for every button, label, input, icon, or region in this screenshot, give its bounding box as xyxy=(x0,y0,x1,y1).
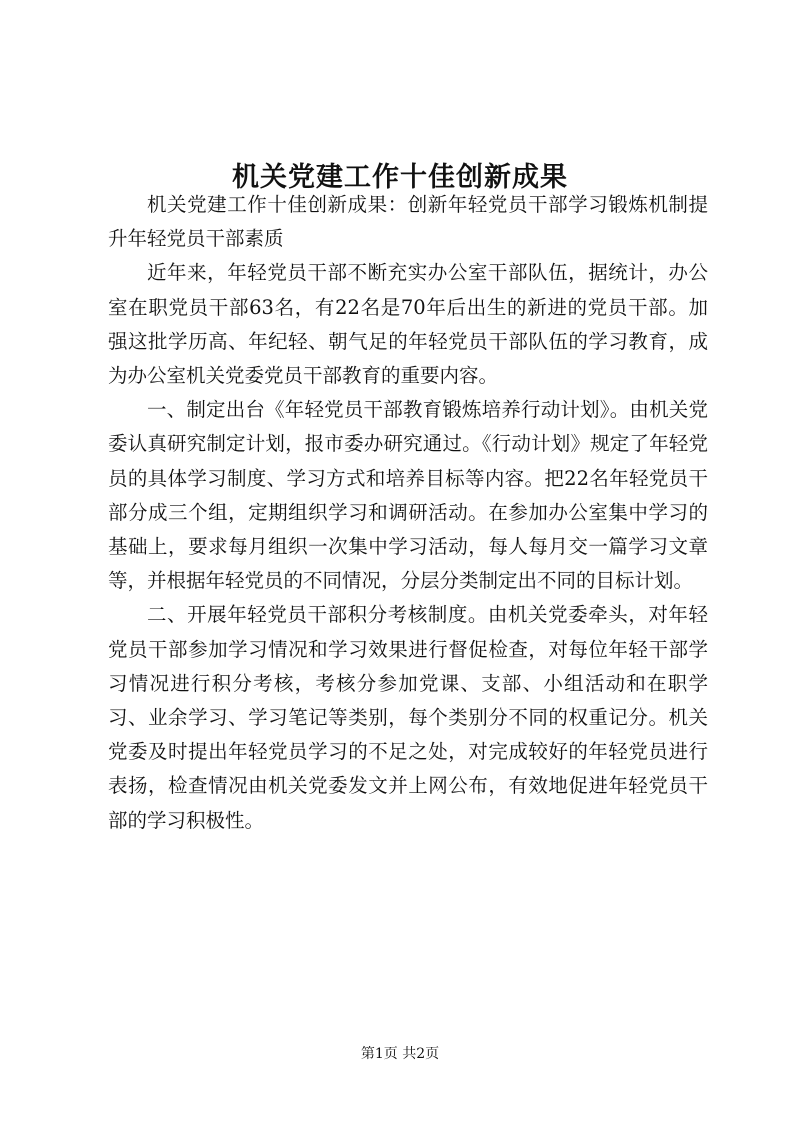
paragraph-section-two: 二、开展年轻党员干部积分考核制度。由机关党委牵头，对年轻党员干部参加学习情况和学习效果进行督促检查，对每位年轻干部学习情况进行积分考核，考核分参加党课、支部、小组活动和在职学习、业余学习、学习笔记等类别，每个类别分不同的权重记分。机关党委及时提出年轻党员学习的不足之处，对完成较好的年轻党员进行表扬，检查情况由机关党委发文并上网公布，有效地促进年轻党员干部的学习积极性。 xyxy=(108,603,708,832)
page-number-footer: 第1页 共2页 xyxy=(360,1046,440,1062)
paragraph-intro: 近年来，年轻党员干部不断充实办公室干部队伍，据统计，办公室在职党员干部63名，有22名是70年后出生的新进的党员干部。加强这批学历高、年纪轻、朝气足的年轻党员干部队伍的学习教育，成为办公室机关党委党员干部教育的重要内容。 xyxy=(108,261,708,388)
document-title: 机关党建工作十佳创新成果 xyxy=(232,162,568,194)
paragraph-subtitle: 机关党建工作十佳创新成果：创新年轻党员干部学习锻炼机制提升年轻党员干部素质 xyxy=(108,193,708,251)
document-body xyxy=(108,188,708,838)
paragraph-section-one: 一、制定出台《年轻党员干部教育锻炼培养行动计划》。由机关党委认真研究制定计划，报市委办研究通过。《行动计划》规定了年轻党员的具体学习制度、学习方式和培养目标等内容。把22名年轻党员干部分成三个组，定期组织学习和调研活动。在参加办公室集中学习的基础上，要求每月组织一次集中学习活动，每人每月交一篇学习文章等，并根据年轻党员的不同情况，分层分类制定出不同的目标计划。 xyxy=(108,398,708,593)
